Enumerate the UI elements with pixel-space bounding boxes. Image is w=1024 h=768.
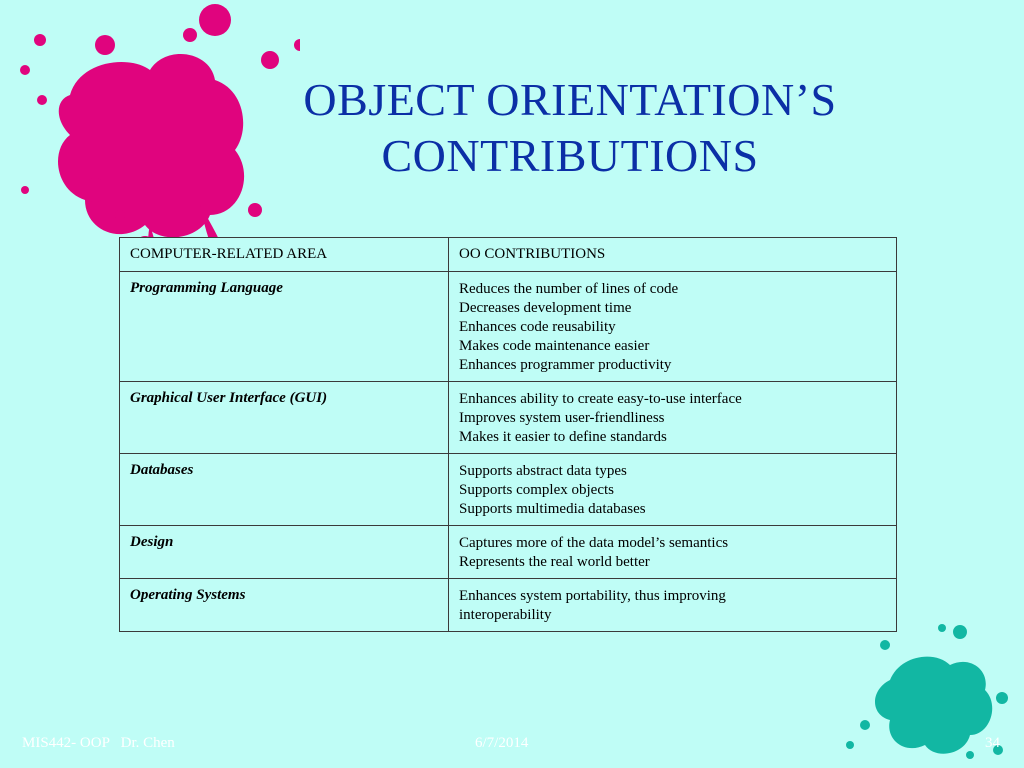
contributions-cell [449,579,897,632]
contribution-line: interoperability [459,607,552,623]
slide-title-line-2: CONTRIBUTIONS [381,130,759,181]
area-cell [120,272,449,382]
contribution-line: Supports abstract data types [459,463,627,479]
table-header-row [120,238,897,272]
contribution-line: Improves system user-friendliness [459,410,665,426]
contribution-line: Decreases development time [459,300,632,316]
area-cell [120,382,449,454]
contribution-line: Reduces the number of lines of code [459,281,679,297]
contribution-line: Enhances ability to create easy-to-use interface [459,391,742,407]
table-row [120,579,897,632]
contributions-cell [449,454,897,526]
contributions-cell [449,272,897,382]
area-name: Design [130,534,174,550]
header-oo-contributions: OO CONTRIBUTIONS [449,238,897,272]
area-name: Operating Systems [130,587,246,603]
contributions-cell [449,382,897,454]
area-cell [120,454,449,526]
contribution-line: Supports complex objects [459,482,614,498]
area-name: Graphical User Interface (GUI) [130,390,328,406]
table-row [120,454,897,526]
oo-contributions-table [119,237,897,632]
area-cell [120,579,449,632]
contribution-line: Makes it easier to define standards [459,429,667,445]
area-cell [120,526,449,579]
table-row [120,272,897,382]
contribution-line: Represents the real world better [459,554,650,570]
area-name: Databases [130,462,194,478]
contribution-line: Enhances code reusability [459,319,616,335]
contribution-line: Supports multimedia databases [459,501,646,517]
contributions-cell [449,526,897,579]
contribution-line: Makes code maintenance easier [459,338,650,354]
slide-title [150,72,990,184]
contribution-line: Enhances system portability, thus improving [459,588,726,604]
header-computer-related-area: COMPUTER-RELATED AREA [120,238,449,272]
footer-date: 6/7/2014 [475,735,529,751]
footer-course-author: MIS442- OOP Dr. Chen [22,735,175,751]
contribution-line: Captures more of the data model’s semantics [459,535,729,551]
slide-number: 34 [985,735,1000,751]
slide-title-line-1: OBJECT ORIENTATION’S [303,74,837,125]
area-name: Programming Language [130,280,283,296]
table-row [120,526,897,579]
contribution-line: Enhances programmer productivity [459,357,672,373]
table-row [120,382,897,454]
